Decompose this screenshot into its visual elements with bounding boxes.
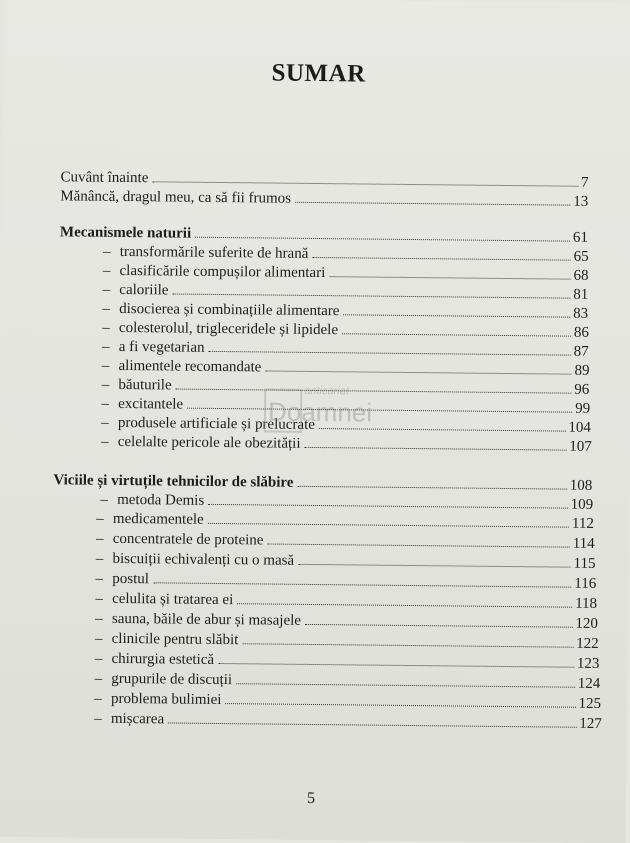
toc-entry-page: 120	[575, 615, 598, 632]
toc-dash: –	[95, 570, 104, 587]
toc-leader-dots	[312, 257, 570, 261]
toc-leader-dots	[195, 237, 570, 242]
toc-entry-label: băuturile	[118, 376, 172, 394]
toc-entry-page: 65	[573, 248, 589, 265]
toc-leader-dots	[208, 504, 567, 509]
toc-entry-page: 99	[575, 400, 591, 417]
toc-entry-label: metoda Demis	[117, 491, 205, 509]
toc-entry-page: 112	[571, 515, 595, 532]
toc-entry	[85, 711, 602, 735]
toc-dash: –	[100, 433, 109, 450]
watermark-logo	[258, 384, 388, 431]
toc-entry-label: colesterolul, trigleceridele și lipidele	[118, 319, 339, 339]
toc-entry-label: transformările suferite de hrană	[119, 243, 309, 262]
toc-leader-dots	[236, 683, 575, 688]
toc-dash: –	[101, 376, 110, 393]
toc-entry-label: celelalte pericole ale obezității	[117, 433, 301, 452]
toc-entry-label: Mănâncă, dragul meu, ca să fii frumos	[60, 188, 292, 207]
toc-entry-page: 118	[575, 595, 598, 612]
toc-entry-page: 83	[573, 305, 589, 322]
toc-dash: –	[94, 650, 103, 667]
toc-entry-label: chirurgia estetică	[111, 650, 215, 668]
toc-entry-label: excitantele	[118, 395, 184, 413]
toc-dash: –	[101, 357, 110, 374]
toc-entry	[92, 434, 592, 458]
toc-dash: –	[94, 710, 102, 727]
toc-entry-label: sauna, băile de abur și masajele	[111, 610, 302, 629]
toc-leader-dots	[329, 276, 570, 280]
toc-leader-dots	[305, 624, 572, 628]
toc-dash: –	[96, 510, 104, 527]
toc-entry-label: Mecanismele naturii	[59, 224, 192, 242]
page-title: SUMAR	[271, 59, 366, 88]
toc-leader-dots	[208, 523, 569, 528]
toc-entry-page: 123	[576, 655, 600, 672]
toc-leader-dots	[208, 351, 570, 356]
toc-leader-dots	[295, 202, 570, 206]
toc-entry-label: postul	[112, 570, 150, 588]
toc-dash: –	[100, 491, 108, 508]
toc-dash: –	[95, 610, 103, 627]
toc-dash: –	[101, 338, 110, 355]
toc-dash: –	[95, 530, 104, 547]
toc-dash: –	[94, 690, 102, 707]
toc-entry-page: 124	[577, 675, 601, 693]
toc-dash: –	[101, 395, 109, 412]
toc-entry-page: 96	[574, 381, 590, 398]
toc-entry-label: biscuiții echivalenți cu o masă	[112, 550, 295, 569]
toc-leader-dots	[172, 294, 570, 299]
toc-dash: –	[102, 243, 111, 260]
page-number: 5	[306, 789, 316, 808]
toc-dash: –	[102, 281, 111, 298]
toc-entry-label: disocierea și combinațiile alimentare	[119, 300, 340, 320]
toc-entry-page: 86	[573, 324, 590, 341]
toc-leader-dots	[152, 181, 578, 186]
toc-entry-page: 122	[576, 635, 599, 652]
toc-entry-page: 61	[572, 229, 589, 246]
toc-entry-label: Viciile și virtuțile tehnicilor de slăbire	[53, 472, 294, 491]
toc-dash: –	[102, 319, 110, 336]
toc-entry-label: concentratele de proteine	[112, 530, 264, 549]
toc-entry-page: 108	[569, 477, 593, 494]
toc-leader-dots	[218, 663, 574, 668]
toc-dash: –	[101, 414, 109, 431]
toc-entry-label: clinicile pentru slăbit	[111, 630, 239, 649]
toc-entry-label: alimentele recomandate	[118, 357, 262, 376]
toc-entry-label: clasificările compușilor alimentari	[119, 262, 326, 282]
toc-dash: –	[102, 262, 111, 279]
toc-entry-label: celulita și tratarea ei	[112, 590, 234, 609]
toc-entry-label: mișcarea	[110, 710, 165, 728]
toc-entry-label: a fi vegetarian	[118, 338, 205, 356]
toc-entry-page: 127	[579, 715, 602, 733]
toc-entry-page: 81	[573, 286, 589, 303]
toc-entry-label: medicamentele	[112, 510, 204, 528]
toc-entry-page: 115	[573, 555, 596, 572]
toc-entry-label: Cuvânt înainte	[60, 169, 149, 187]
toc-dash: –	[95, 590, 103, 607]
toc-leader-dots	[242, 643, 573, 647]
toc-dash: –	[95, 550, 104, 567]
toc-leader-dots	[298, 564, 570, 568]
toc-dash: –	[102, 300, 110, 317]
toc-leader-dots	[343, 314, 570, 317]
watermark-big-text: Doamnei	[267, 396, 373, 428]
toc-entry-page: 125	[578, 695, 602, 713]
toc-entry-label: produsele artificiale și prelucrate	[117, 414, 316, 433]
toc-entry-page: 109	[570, 496, 594, 513]
toc-entry-page: 116	[574, 575, 597, 592]
toc-entry-page: 13	[573, 193, 589, 210]
toc-leader-dots	[168, 722, 576, 727]
toc-entry-label: problema bulimiei	[110, 690, 222, 709]
toc-entry-page: 89	[574, 362, 590, 379]
toc-entry-page: 68	[573, 267, 589, 284]
toc-entry-label: caloriile	[119, 281, 169, 299]
toc-entry-page: 107	[569, 438, 592, 455]
toc-leader-dots	[237, 603, 572, 608]
toc-entry-page: 7	[580, 174, 589, 191]
toc-leader-dots	[153, 582, 571, 587]
toc-leader-dots	[265, 370, 571, 374]
toc-leader-dots	[225, 703, 575, 708]
toc-entry-page: 87	[573, 343, 589, 360]
toc-entry-page: 114	[572, 535, 595, 552]
toc-entry-page: 104	[568, 419, 592, 436]
toc-dash: –	[94, 630, 103, 647]
toc-leader-dots	[297, 486, 566, 490]
toc-leader-dots	[305, 447, 567, 451]
toc-dash: –	[94, 670, 103, 687]
toc-leader-dots	[342, 333, 571, 336]
toc-entry-label: grupurile de discuții	[111, 670, 233, 689]
watermark-small-text: anticariat	[304, 384, 350, 398]
toc-leader-dots	[267, 544, 569, 548]
